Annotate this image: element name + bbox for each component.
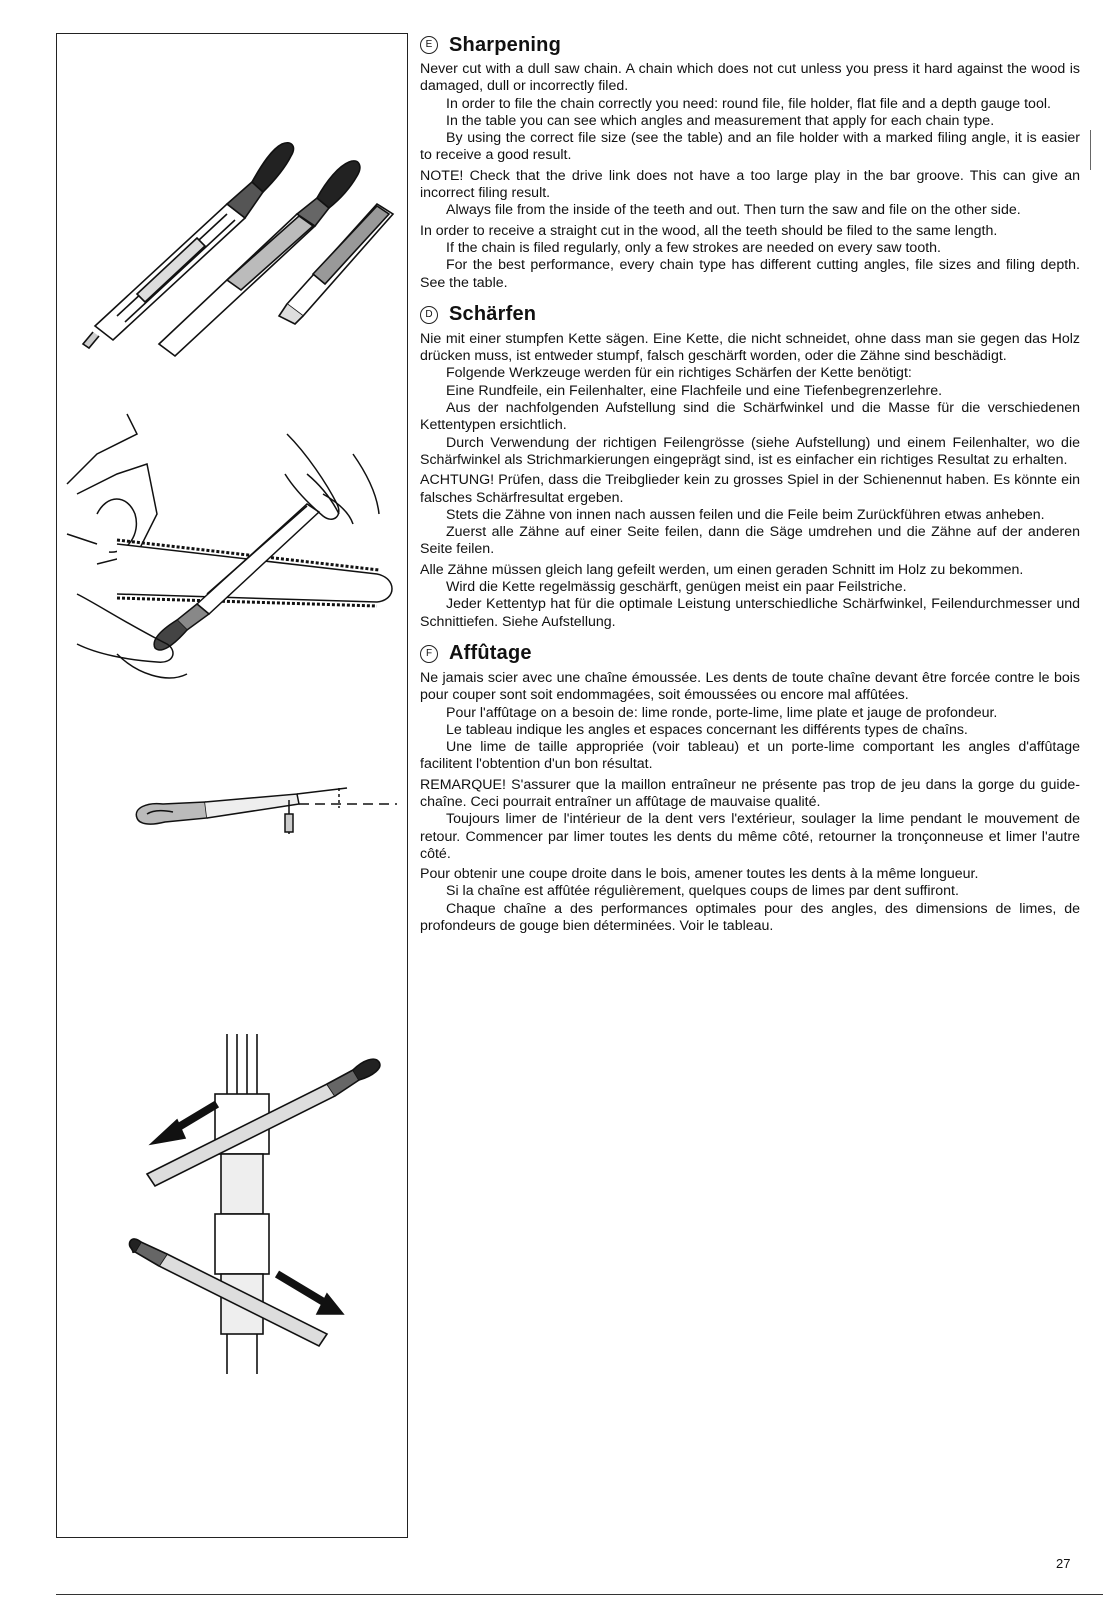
paragraph: If the chain is filed regularly, only a few strokes are needed on every saw tooth. [446, 239, 941, 256]
filing-chain-illustration [57, 394, 407, 694]
file-angle-illustration [117, 774, 397, 854]
paragraph: For the best performance, every chain type has different cutting angles, file sizes and filing depth. See the table. [420, 257, 1080, 291]
paragraph-note: NOTE! Check that the drive link does not have a too large play in the bar groove. This can give an incorrect filing result. [420, 167, 1080, 202]
paragraph-note: REMARQUE! S'assurer que la maillon entraîneur ne présente pas trop de jeu dans la gorge du guide-chaîne. Ceci pourrait entraîner un affûtage de mauvaise qualité. [420, 776, 1080, 810]
paragraph: Une lime de taille appropriée (voir tableau) et un porte-lime comportant les angles d'affûtage facilitent l'obtention d'un bon résultat. [420, 739, 1080, 773]
section-german [420, 300, 1080, 631]
language-badge-d: D [420, 306, 438, 324]
paragraph: By using the correct file size (see the table) and an file holder with a marked filing angle, it is easier to receive a good result. [420, 130, 1080, 164]
illustration-frame [56, 33, 408, 1538]
text-column [420, 30, 1080, 943]
paragraph: Eine Rundfeile, ein Feilenhalter, eine Flachfeile und eine Tiefenbegrenzerlehre. [446, 382, 943, 399]
paragraph-note: ACHTUNG! Prüfen, dass die Treibglieder kein zu grosses Spiel in der Schienennut haben. Es könnte ein falsches Schärfresultat ergeben. [420, 472, 1080, 506]
sharpening-tools-illustration [77, 94, 397, 364]
paragraph: Si la chaîne est affûtée régulièrement, quelques coups de limes par dent suffiront. [446, 883, 959, 900]
language-badge-f: F [420, 645, 438, 663]
section-english [420, 30, 1080, 292]
paragraph: Pour obtenir une coupe droite dans le bois, amener toutes les dents à la même longueur. [420, 866, 979, 883]
section-title-scharfen: Schärfen [449, 303, 537, 326]
paragraph: Pour l'affûtage on a besoin de: lime ronde, porte-lime, lime plate et jauge de profondeur. [446, 704, 998, 721]
bottom-rule [56, 1594, 1103, 1595]
paragraph: Zuerst alle Zähne auf einer Seite feilen, dann die Säge umdrehen und die Zähne auf der anderen Seite feilen. [420, 524, 1080, 558]
paragraph: Le tableau indique les angles et espaces concernant les différents types de chaîns. [446, 721, 968, 738]
paragraph: Never cut with a dull saw chain. A chain which does not cut unless you press it hard against the wood is damaged, dull or incorrectly filed. [420, 61, 1080, 95]
paragraph: Ne jamais scier avec une chaîne émoussée. Les dents de toute chaîne devant être forcée contre le bois pour couper sont soit endommagées, soit émoussées ou encore mal affûtées. [420, 669, 1080, 704]
paragraph: Stets die Zähne von innen nach aussen feilen und die Feile beim Zurückführen etwas anheben. [446, 506, 1045, 523]
paragraph: Folgende Werkzeuge werden für ein richtiges Schärfen der Kette benötigt: [446, 365, 912, 382]
paragraph: Nie mit einer stumpfen Kette sägen. Eine Kette, die nicht schneidet, ohne dass man sie gegen das Holz drücken muss, ist entweder stumpf, falsch geschärft worden, oder die Zähne sind beschädigt. [420, 330, 1080, 365]
section-heading [420, 30, 1080, 60]
paragraph: Wird die Kette regelmässig geschärft, genügen meist ein paar Feilstriche. [446, 579, 907, 596]
paragraph: In the table you can see which angles and measurement that apply for each chain type. [446, 112, 995, 129]
paragraph: Aus der nachfolgenden Aufstellung sind die Schärfwinkel und die Masse für die verschiedenen Kettentypen ersichtlich. [420, 400, 1080, 434]
paragraph: Chaque chaîne a des performances optimales pour des angles, des dimensions de limes, de profondeurs de gouge bien déterminées. Voir le tableau. [420, 900, 1080, 935]
page-number: 27 [1056, 1556, 1071, 1571]
paragraph: Toujours limer de l'intérieur de la dent vers l'extérieur, soulager la lime pendant le mouvement de retour. Commencer par limer toutes les dents du même côté, retourner la tronçonneuse et limer l'autre côté. [420, 811, 1080, 862]
paragraph: Durch Verwendung der richtigen Feilengrösse (siehe Aufstellung) und einem Feilenhalter, wo die Schärfwinkel als Strichmarkierungen eingeprägt sind, ist es einfacher ein richtiges Resultat zu erhalten. [420, 434, 1080, 468]
section-heading [420, 639, 1080, 669]
section-title-affutage: Affûtage [449, 642, 532, 665]
paragraph: In order to file the chain correctly you need: round file, file holder, flat file and a depth gauge tool. [446, 95, 1051, 112]
section-title-sharpening: Sharpening [449, 33, 562, 56]
margin-mark [1090, 130, 1091, 170]
filing-direction-illustration [127, 1034, 387, 1374]
language-badge-e: E [420, 36, 438, 54]
section-french [420, 639, 1080, 935]
paragraph: Jeder Kettentyp hat für die optimale Leistung unterschiedliche Schärfwinkel, Feilendurchmesser und Schnittiefen. Siehe Aufstellung. [420, 596, 1080, 630]
paragraph: In order to receive a straight cut in the wood, all the teeth should be filed to the same length. [420, 222, 998, 239]
paragraph: Alle Zähne müssen gleich lang gefeilt werden, um einen geraden Schnitt im Holz zu bekommen. [420, 561, 1024, 578]
paragraph: Always file from the inside of the teeth and out. Then turn the saw and file on the other side. [446, 202, 1021, 219]
section-heading [420, 300, 1080, 330]
